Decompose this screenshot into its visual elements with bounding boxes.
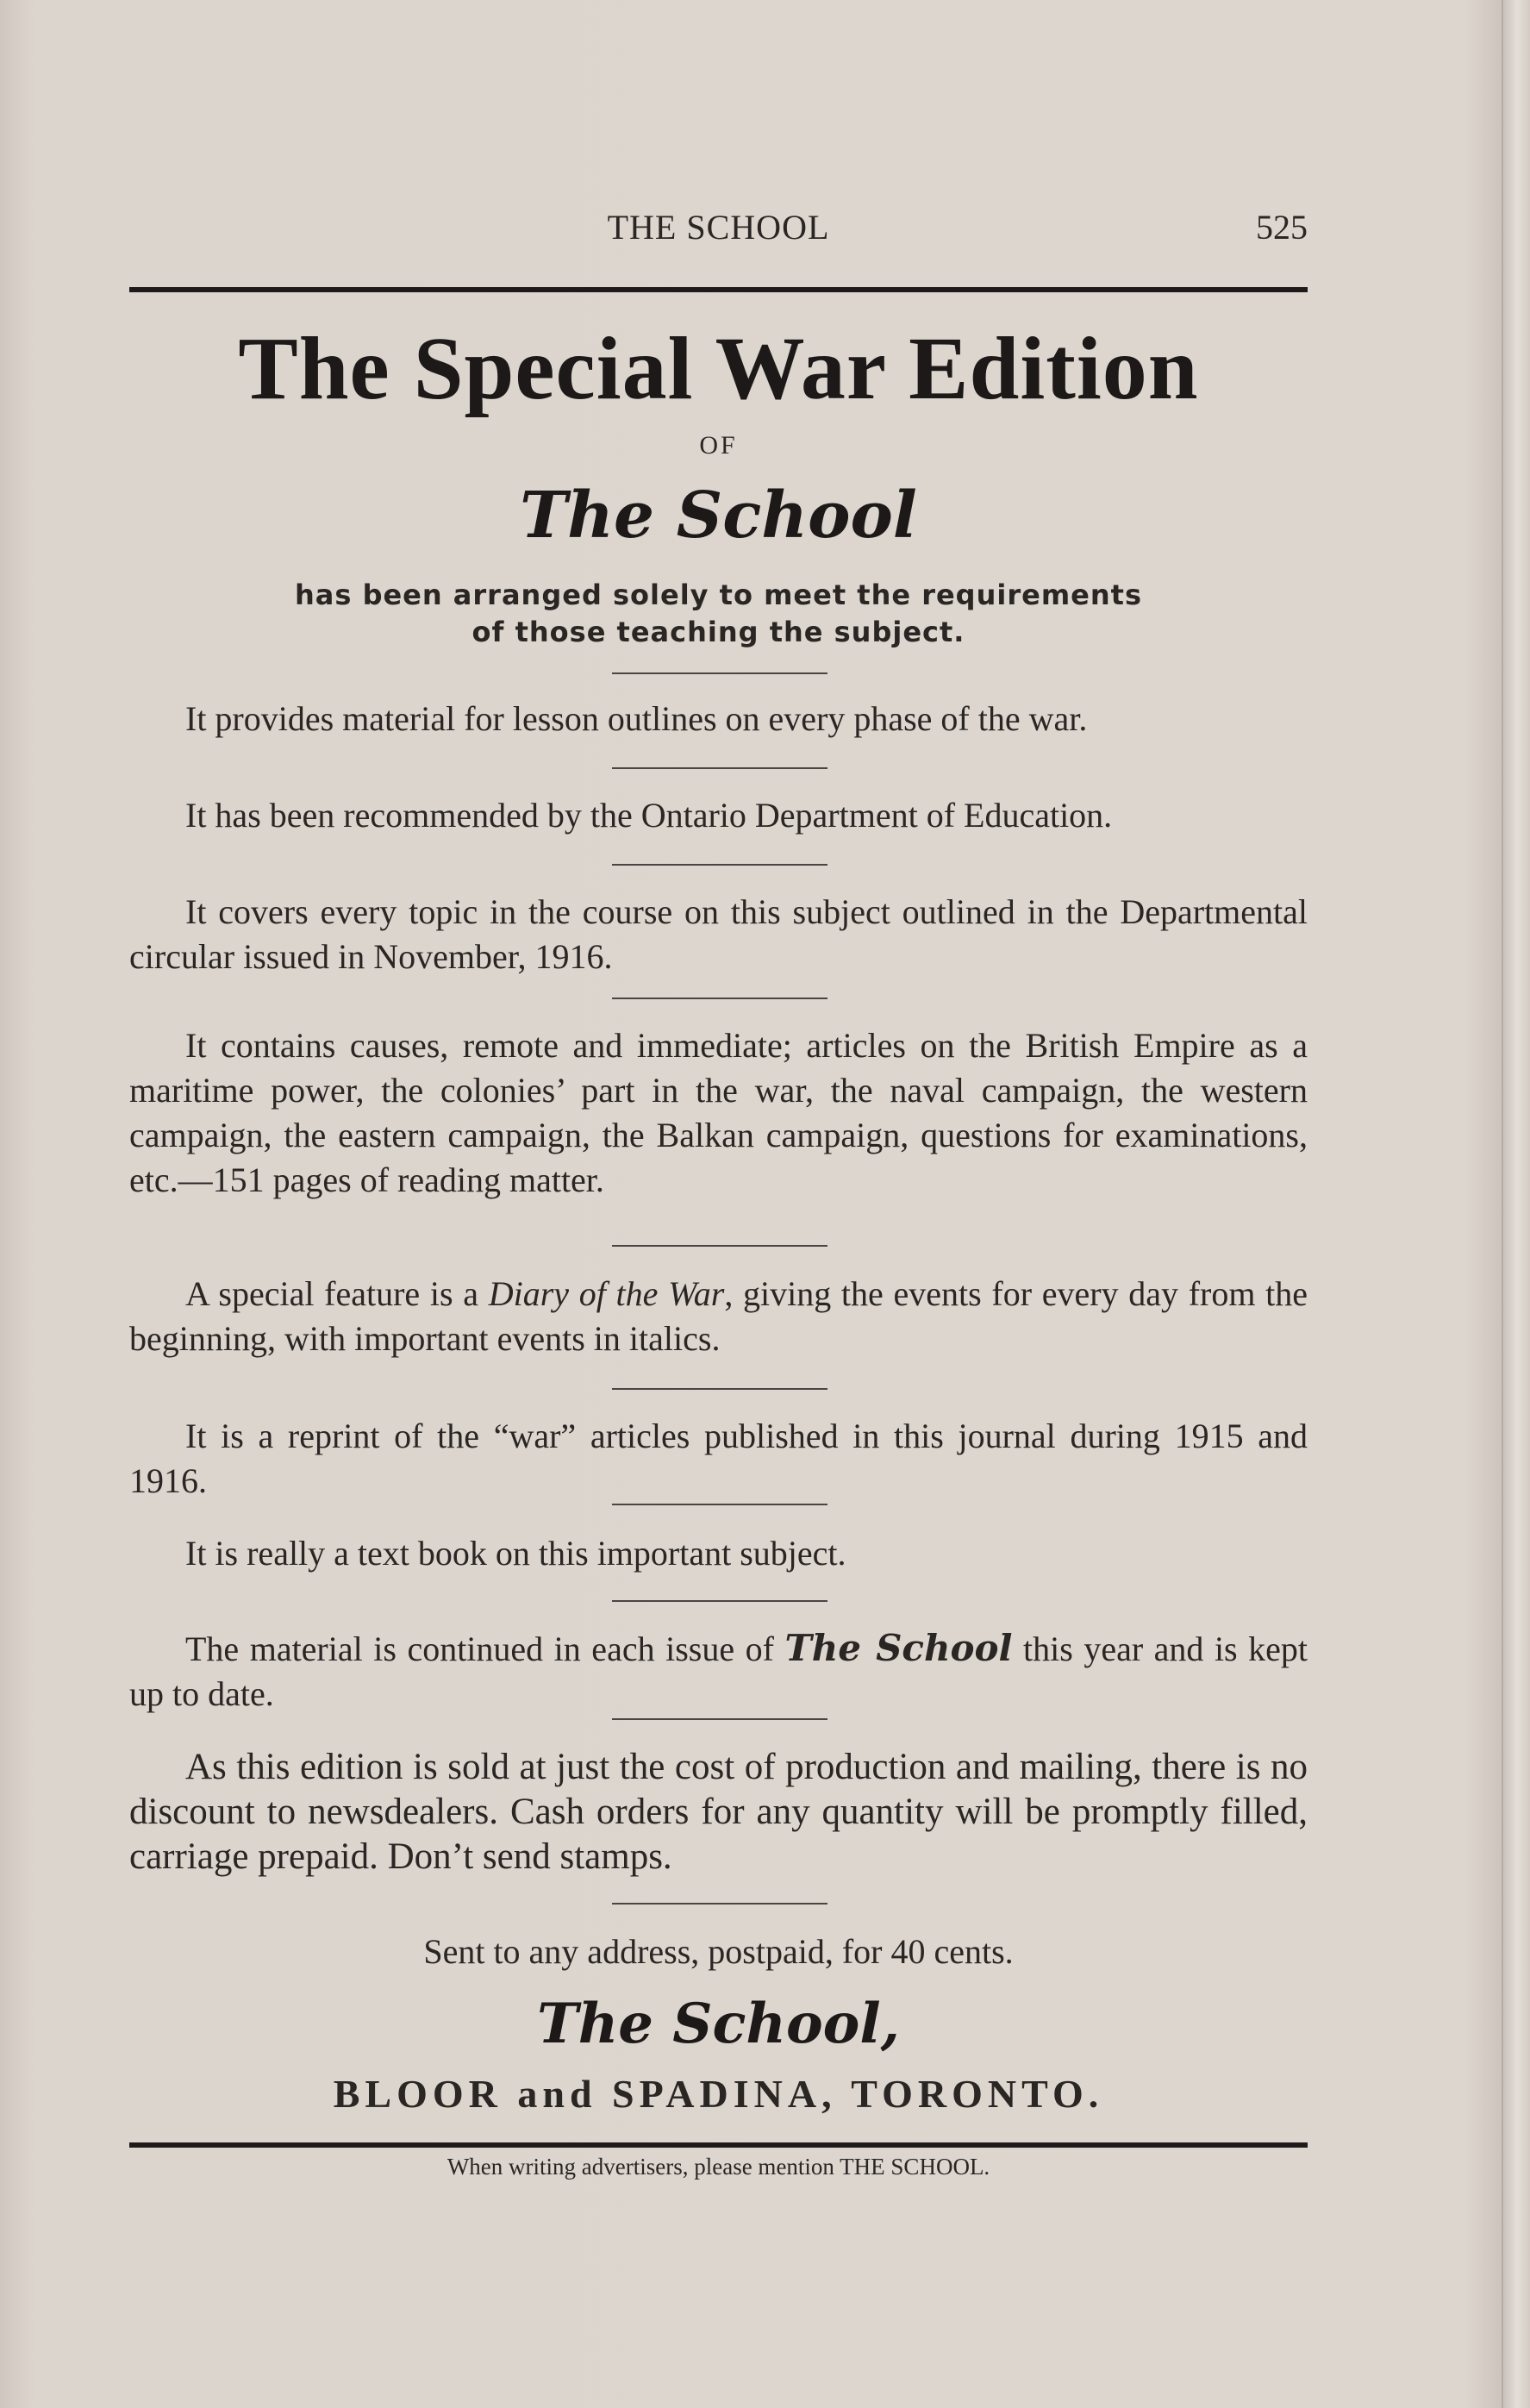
paragraph-text-book: It is really a text book on this important subject. bbox=[185, 1534, 846, 1573]
inline-journal-name: The School bbox=[784, 1627, 1013, 1669]
subhead-line-2: of those teaching the subject. bbox=[471, 616, 965, 648]
top-rule bbox=[129, 287, 1308, 292]
continued-text-before: The material is continued in each issue of bbox=[185, 1629, 785, 1668]
headline: The Special War Edition bbox=[238, 319, 1199, 418]
diary-text-before: A special feature is a bbox=[185, 1274, 489, 1313]
paragraph-pricing: As this edition is sold at just the cost of production and mailing, there is no discount to newsdealers. Cash orders for any quantity will be promptly filled, carriage prepaid. Don’t send stamps. bbox=[129, 1747, 1308, 1877]
divider bbox=[612, 767, 827, 769]
divider bbox=[612, 672, 827, 674]
paragraph-contents: It contains causes, remote and immediate; articles on the British Empire as a maritime power, the colonies’ part in the war, the naval campaign, the western campaign, the eastern campaign, the Balkan campaign, questions for examinations, etc.—151 pages of reading matter. bbox=[129, 1026, 1308, 1199]
page-spine-shadow bbox=[1502, 0, 1503, 2408]
journal-name: The School bbox=[520, 478, 917, 553]
divider bbox=[612, 864, 827, 866]
paragraph-lesson-outlines: It provides material for lesson outlines on every phase of the war. bbox=[185, 699, 1088, 738]
signature-name: The School, bbox=[537, 1992, 900, 2056]
diary-title: Diary of the War bbox=[488, 1274, 725, 1313]
divider bbox=[612, 1388, 827, 1390]
paragraph-postpaid-price: Sent to any address, postpaid, for 40 cents. bbox=[423, 1932, 1014, 1971]
divider bbox=[612, 1245, 827, 1247]
divider bbox=[612, 1903, 827, 1905]
page-number: 525 bbox=[1256, 208, 1308, 247]
address: BLOOR and SPADINA, TORONTO. bbox=[333, 2072, 1104, 2116]
continued-text-after: this year and is kept up to date. bbox=[129, 1629, 1308, 1713]
paragraph-recommendation: It has been recommended by the Ontario Department of Education. bbox=[185, 796, 1113, 835]
divider bbox=[612, 1504, 827, 1505]
divider bbox=[612, 998, 827, 999]
paragraph-reprint: It is a reprint of the “war” articles published in this journal during 1915 and 1916. bbox=[129, 1417, 1308, 1500]
diary-text-after: , giving the events for every day from the beginning, with important events in italics. bbox=[129, 1274, 1308, 1358]
subhead-line-1: has been arranged solely to meet the requirements bbox=[295, 579, 1142, 611]
running-title: THE SCHOOL bbox=[607, 208, 830, 247]
of-label: OF bbox=[699, 431, 738, 460]
footer-note: When writing advertisers, please mention THE SCHOOL. bbox=[447, 2154, 990, 2180]
paragraph-continued bbox=[129, 1626, 1308, 1717]
bottom-rule bbox=[129, 2142, 1308, 2148]
paragraph-course-coverage: It covers every topic in the course on this subject outlined in the Departmental circular issued in November, 1916. bbox=[129, 892, 1308, 976]
paragraph-diary-feature bbox=[129, 1272, 1308, 1361]
running-header bbox=[129, 207, 1308, 250]
divider bbox=[612, 1718, 827, 1720]
divider bbox=[612, 1600, 827, 1602]
